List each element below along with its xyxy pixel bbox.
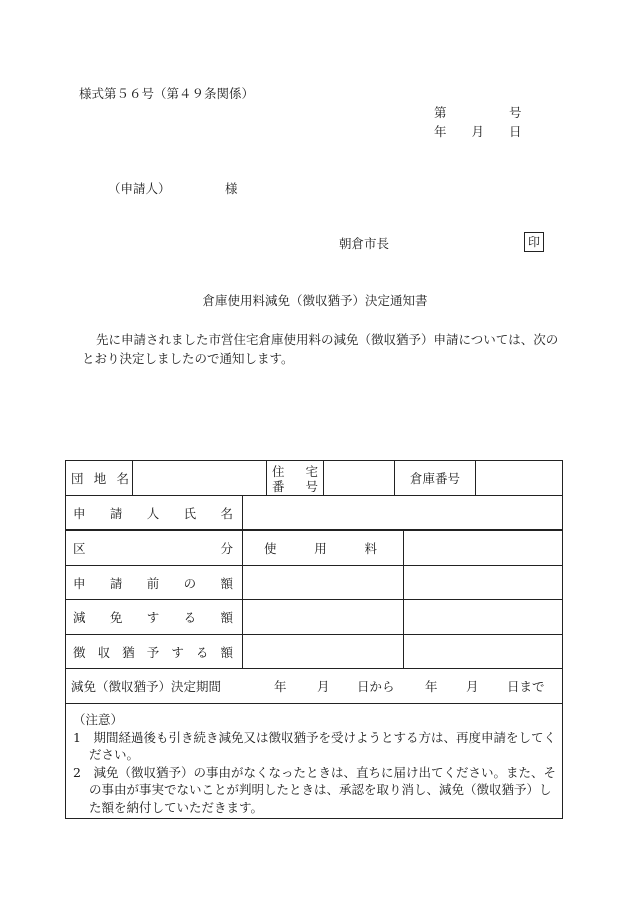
note-item-1: 1 期間経過後も引き続き減免又は徴収猶予を受けようとする方は、再度申請をしてください。	[73, 729, 556, 762]
souko-label: 倉庫番号	[409, 471, 460, 486]
jutaku-label-top: 住 宅	[272, 463, 318, 479]
notes-section	[73, 711, 556, 816]
notes-heading: （注意）	[73, 712, 124, 727]
document-number: 第 号	[434, 105, 522, 120]
decision-table	[65, 460, 563, 819]
jutaku-number-value	[324, 461, 394, 495]
seal-mark: 印	[524, 232, 544, 252]
honorific: 様	[225, 181, 238, 196]
deferral-amount-label: 徴 収 猶 予 す る 額	[73, 644, 233, 660]
usage-fee-label: 使 用 料	[264, 541, 377, 556]
applicant-name-value	[243, 496, 562, 529]
applicant-name-label: 申 請 人 氏 名	[73, 505, 233, 521]
applicant-label: （申請人）	[108, 181, 171, 196]
body-text: 先に申請されました市営住宅倉庫使用料の減免（徴収猶予）申請については、次のとおり決定しましたので通知します。	[82, 332, 559, 366]
issuer-name: 朝倉市長	[339, 236, 390, 251]
issue-date: 年 月 日	[434, 124, 522, 139]
kubun-label: 区 分	[73, 541, 233, 556]
note-item-2: 2 減免（徴収猶予）の事由がなくなったときは、直ちに届け出てください。また、その事由が事実でないことが判明したときは、承認を取り消し、減免（徴収猶予）した額を納付していただきます。	[73, 764, 556, 815]
form-number: 様式第５６号（第４９条関係）	[79, 86, 255, 101]
reduction-amount-label: 減 免 す る 額	[73, 610, 233, 625]
decision-period-value: 年 月 日から 年 月 日まで	[274, 679, 545, 694]
decision-period-label: 減免（徴収猶予）決定期間	[71, 679, 222, 694]
danchi-value	[133, 461, 266, 495]
jutaku-label-bottom: 番 号	[272, 478, 318, 494]
souko-number-value	[476, 461, 562, 495]
document-title: 倉庫使用料減免（徴収猶予）決定通知書	[202, 293, 428, 308]
before-amount-label: 申 請 前 の 額	[73, 575, 233, 591]
danchi-label: 団 地 名	[71, 471, 129, 486]
